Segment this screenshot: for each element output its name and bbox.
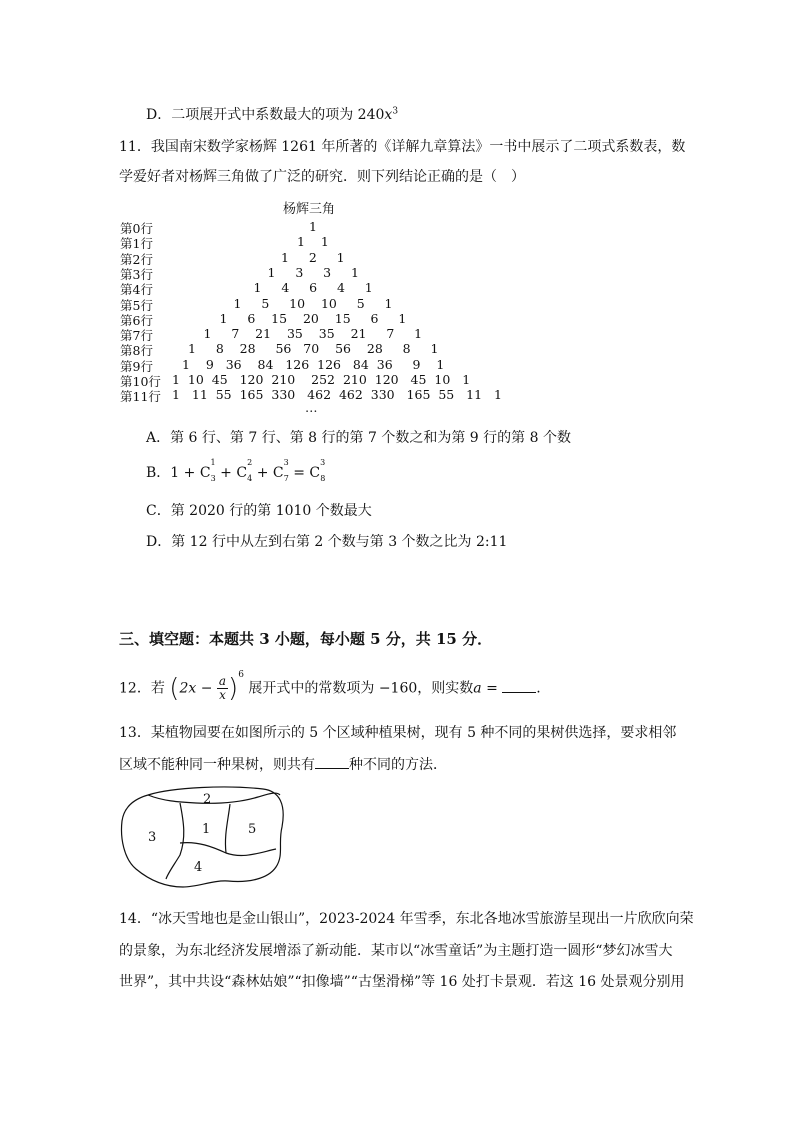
q13-answer-blank[interactable] — [315, 756, 349, 769]
option-letter: D． — [146, 107, 172, 123]
triangle-row-label: 第9行 — [120, 358, 153, 374]
triangle-row-label: 第7行 — [120, 328, 153, 344]
q12-answer-blank[interactable] — [502, 680, 536, 693]
triangle-row-values: 1 4 6 4 1 — [253, 280, 373, 296]
triangle-title: 杨辉三角 — [283, 202, 336, 217]
triangle-ellipsis: … — [305, 400, 319, 415]
region-label-2: 2 — [203, 792, 212, 807]
q12-exponent: 6 — [238, 670, 244, 680]
triangle-row-label: 第5行 — [120, 297, 153, 313]
triangle-row-label: 第2行 — [120, 251, 153, 267]
triangle-row-values: 1 8 28 56 70 56 28 8 1 — [188, 341, 439, 357]
option-text: 二项展开式中系数最大的项为 240 — [171, 107, 385, 123]
region-label-5: 5 — [248, 822, 257, 837]
q13-line2: 区域不能种同一种果树，则共有 种不同的方法． — [119, 757, 447, 773]
q12-fraction: $\frac{a}{x}$ — [218, 674, 227, 703]
triangle-row-values: 1 9 36 84 126 126 84 36 9 1 — [182, 356, 445, 372]
triangle-row-label: 第3行 — [120, 266, 153, 282]
region-label-3: 3 — [148, 830, 157, 845]
triangle-row-values: 1 5 10 10 5 1 — [233, 295, 393, 311]
q14-line3: 世界”，其中共设“森林姑娘”“扣像墙”“古堡滑梯”等 16 处打卡景观．若这 16 处景观分别用 — [119, 974, 685, 990]
triangle-row-values: 1 11 55 165 330 462 462 330 165 55 11 1 — [172, 387, 502, 403]
q12-var: a — [473, 680, 482, 697]
triangle-row-label: 第6行 — [120, 312, 153, 328]
q11-option-c: C．第 2020 行的第 1010 个数最大 — [146, 503, 372, 519]
triangle-row-values: 1 10 45 120 210 252 210 120 45 10 1 — [172, 372, 471, 387]
q14-line2: 的景象，为东北经济发展增添了新动能．某市以“冰雪童话”为主题打造一圆形“梦幻冰雪大 — [119, 943, 673, 959]
triangle-row-label: 第1行 — [120, 236, 153, 252]
q12-tail: 展开式中的常数项为 −160，则实数 — [248, 680, 474, 697]
q13-line1: 13．某植物园要在如图所示的 5 个区域种植果树，现有 5 种不同的果树供选择，要求相邻 — [119, 725, 677, 741]
region-label-4: 4 — [194, 860, 203, 875]
variable: x — [384, 107, 393, 123]
triangle-row-label: 第0行 — [120, 221, 153, 236]
region-label-1: 1 — [202, 822, 211, 837]
q14-line1: 14．“冰天雪地也是金山银山”，2023-2024 年雪季，东北各地冰雪旅游呈现出一片欣欣向荣 — [119, 911, 694, 927]
q12-num: 12．若 — [119, 680, 165, 697]
q12: 12．若 (2x − $\frac{a}{x}$ )$^6$ 展开式中的常数项为 −160，则实数a = . — [119, 670, 541, 704]
triangle-row-values: 1 1 — [297, 234, 329, 250]
triangle-row-label: 第10行 — [120, 374, 161, 389]
triangle-row-label: 第8行 — [120, 343, 153, 359]
triangle-row-values: 1 2 1 — [281, 249, 345, 265]
triangle-row-values: 1 3 3 1 — [267, 264, 359, 280]
triangle-row-values: 1 — [309, 219, 317, 234]
region-map-figure — [118, 783, 288, 891]
q11-option-a: A．第 6 行、第 7 行、第 8 行的第 7 个数之和为第 9 行的第 8 个数 — [146, 430, 571, 446]
q12-expr: 2x − — [179, 680, 213, 697]
q11-option-d: D．第 12 行中从左到右第 2 个数与第 3 个数之比为 2:11 — [146, 534, 508, 550]
triangle-row-label: 第11行 — [120, 389, 161, 405]
q11-option-b: B．$1 + C^1_3 + C^2_4 + C^3_7 = C^3_8$ — [146, 458, 326, 483]
triangle-row-label: 第4行 — [120, 282, 153, 298]
q11-stem-line1: 11．我国南宋数学家杨辉 1261 年所著的《详解九章算法》一书中展示了二项式系数表，数 — [119, 139, 686, 155]
section-3-title: 三、填空题：本题共 3 小题，每小题 5 分，共 15 分． — [119, 630, 493, 648]
exponent: 3 — [392, 106, 399, 117]
q11-stem-line2: 学爱好者对杨辉三角做了广泛的研究．则下列结论正确的是（ ） — [119, 169, 525, 185]
triangle-row-values: 1 7 21 35 35 21 7 1 — [203, 326, 423, 342]
q10-option-d — [146, 104, 398, 124]
triangle-row-values: 1 6 15 20 15 6 1 — [219, 310, 407, 326]
